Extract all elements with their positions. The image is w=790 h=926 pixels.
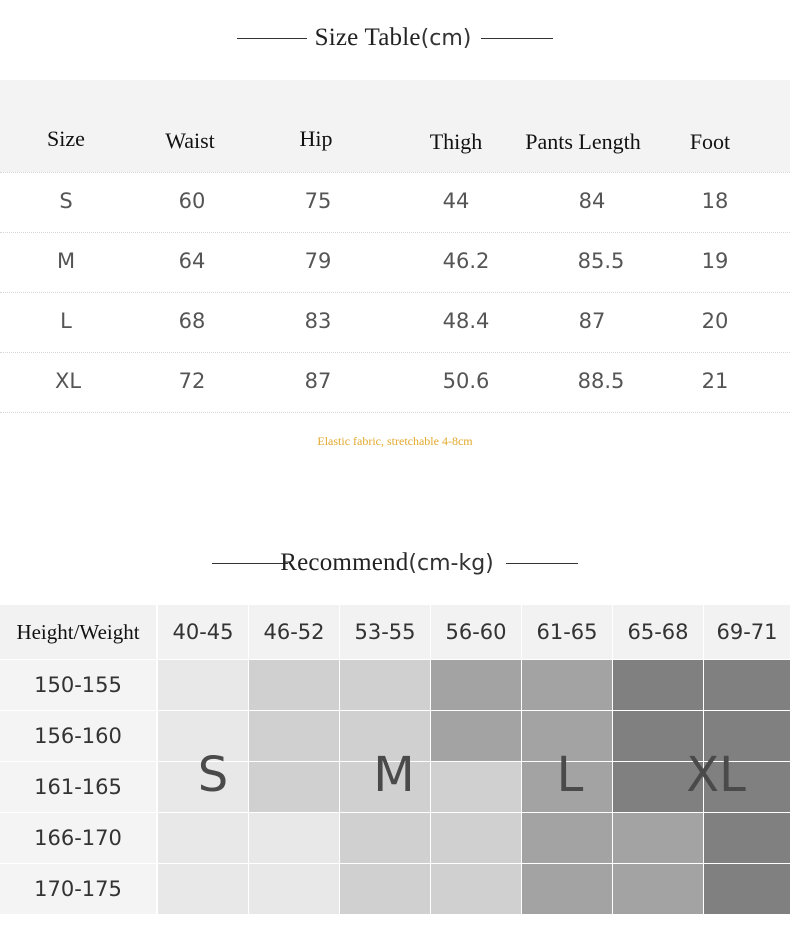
cell-size: XL bbox=[54, 369, 82, 393]
size-cell-s bbox=[249, 864, 339, 914]
weight-header-cell: 65-68 bbox=[613, 605, 703, 659]
cell-hip: 83 bbox=[304, 309, 332, 333]
cell-pants-length: 84 bbox=[578, 189, 606, 213]
cell-size: M bbox=[56, 249, 76, 273]
size-cell-xl bbox=[704, 813, 790, 863]
size-cell-m bbox=[249, 762, 339, 812]
column-header-pants-length: Pants Length bbox=[525, 129, 641, 154]
cell-pants-length: 88.5 bbox=[577, 369, 625, 393]
cell-hip: 75 bbox=[304, 189, 332, 213]
size-cell-m bbox=[431, 762, 521, 812]
cell-size: S bbox=[59, 189, 73, 213]
size-cell-m bbox=[340, 660, 430, 710]
weight-header-cell: 61-65 bbox=[522, 605, 612, 659]
size-table-row bbox=[0, 232, 790, 292]
size-cell-xl bbox=[704, 660, 790, 710]
size-cell-m bbox=[249, 660, 339, 710]
cell-waist: 64 bbox=[178, 249, 206, 273]
column-header-size: Size bbox=[47, 126, 85, 151]
size-table-row bbox=[0, 292, 790, 352]
size-cell-m bbox=[431, 864, 521, 914]
size-cell-s bbox=[158, 813, 248, 863]
recommend-grid bbox=[0, 605, 790, 915]
title-rule-right bbox=[481, 38, 553, 39]
column-header-hip: Hip bbox=[299, 126, 333, 151]
recommend-title-text: Recommend bbox=[280, 549, 409, 576]
recommend-title bbox=[0, 543, 790, 583]
cell-waist: 68 bbox=[178, 309, 206, 333]
cell-thigh: 44 bbox=[442, 189, 470, 213]
cell-thigh: 50.6 bbox=[442, 369, 490, 393]
cell-hip: 79 bbox=[304, 249, 332, 273]
size-cell-l bbox=[613, 864, 703, 914]
size-table bbox=[0, 80, 790, 413]
size-cell-l bbox=[522, 660, 612, 710]
cell-foot: 19 bbox=[701, 249, 729, 273]
size-cell-m bbox=[340, 813, 430, 863]
size-table-title-text: Size Table bbox=[314, 24, 421, 51]
fabric-note: Elastic fabric, stretchable 4-8cm bbox=[317, 434, 473, 448]
size-label-m: M bbox=[373, 747, 415, 803]
weight-header-cell: 56-60 bbox=[431, 605, 521, 659]
size-cell-s bbox=[158, 864, 248, 914]
size-label-xl: XL bbox=[686, 747, 746, 803]
size-cell-xl bbox=[704, 864, 790, 914]
size-cell-l bbox=[522, 813, 612, 863]
recommend-header bbox=[0, 605, 790, 659]
size-cell-l bbox=[522, 864, 612, 914]
weight-header-cell: 46-52 bbox=[249, 605, 339, 659]
title-rule-left bbox=[212, 563, 288, 564]
size-table-row bbox=[0, 172, 790, 232]
weight-header-cell: 53-55 bbox=[340, 605, 430, 659]
title-rule-left bbox=[237, 38, 307, 39]
height-weight-label: Height/Weight bbox=[0, 605, 156, 659]
cell-waist: 60 bbox=[178, 189, 206, 213]
cell-thigh: 46.2 bbox=[442, 249, 490, 273]
column-header-waist: Waist bbox=[165, 128, 215, 153]
cell-hip: 87 bbox=[304, 369, 332, 393]
cell-waist: 72 bbox=[178, 369, 206, 393]
cell-thigh: 48.4 bbox=[442, 309, 490, 333]
cell-foot: 18 bbox=[701, 189, 729, 213]
size-cell-l bbox=[613, 813, 703, 863]
recommend-title-unit: (cm-kg) bbox=[408, 550, 494, 576]
height-label-cell: 156-160 bbox=[0, 711, 156, 761]
size-cell-m bbox=[249, 711, 339, 761]
height-label-cell: 166-170 bbox=[0, 813, 156, 863]
cell-foot: 20 bbox=[701, 309, 729, 333]
cell-foot: 21 bbox=[701, 369, 729, 393]
size-table-title bbox=[0, 18, 790, 58]
size-cell-l bbox=[431, 660, 521, 710]
size-cell-xl bbox=[613, 660, 703, 710]
title-rule-right bbox=[506, 563, 578, 564]
height-label-cell: 161-165 bbox=[0, 762, 156, 812]
size-cell-s bbox=[158, 660, 248, 710]
size-cell-l bbox=[431, 711, 521, 761]
size-label-s: S bbox=[197, 747, 229, 803]
column-header-foot: Foot bbox=[689, 129, 731, 154]
size-table-header bbox=[0, 80, 790, 172]
cell-pants-length: 85.5 bbox=[577, 249, 625, 273]
size-label-l: L bbox=[556, 747, 584, 803]
weight-header-cell: 40-45 bbox=[158, 605, 248, 659]
size-table-title-unit: (cm) bbox=[420, 25, 472, 51]
weight-header-cell: 69-71 bbox=[704, 605, 790, 659]
size-cell-m bbox=[431, 813, 521, 863]
column-header-thigh: Thigh bbox=[429, 129, 483, 154]
cell-pants-length: 87 bbox=[578, 309, 606, 333]
size-table-row bbox=[0, 352, 790, 413]
height-label-cell: 150-155 bbox=[0, 660, 156, 710]
height-label-cell: 170-175 bbox=[0, 864, 156, 914]
size-cell-s bbox=[249, 813, 339, 863]
size-cell-m bbox=[340, 864, 430, 914]
cell-size: L bbox=[60, 309, 72, 333]
